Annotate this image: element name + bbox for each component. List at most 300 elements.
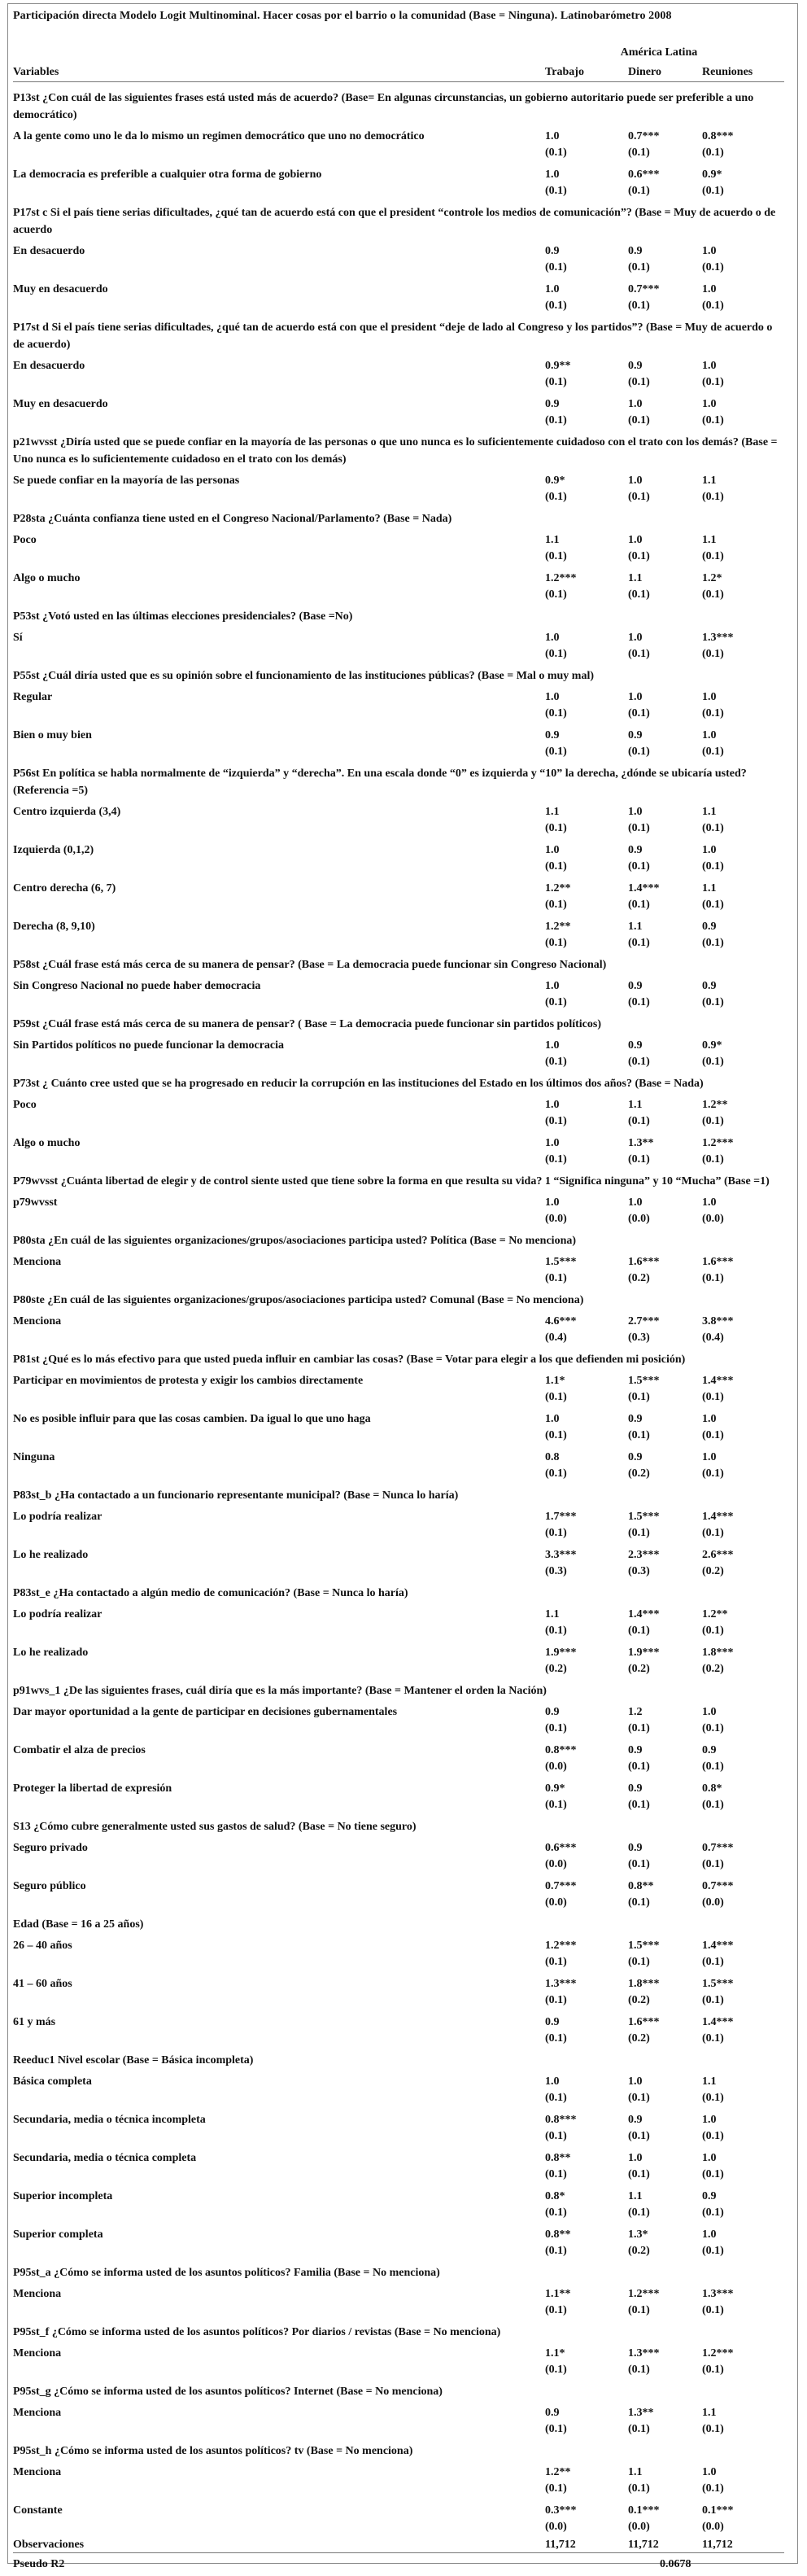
cell-dinero (628, 881, 693, 913)
table-row (13, 1407, 784, 1445)
standard-error: (0.1) (702, 2206, 724, 2219)
cell-dinero (628, 2150, 693, 2183)
standard-error: (0.1) (702, 1858, 724, 1870)
coefficient-value: 1.2*** (702, 2347, 734, 2360)
section-title: P13st ¿Con cuál de las siguientes frases está usted más de acuerdo? (Base= En algunas circunstancias, un gobierno autoritario puede ser preferible a uno democrático) (13, 92, 754, 121)
row-label: Sin Partidos políticos no puede funcionar la democracia (13, 1039, 285, 1052)
standard-error: (0.1) (702, 300, 724, 312)
cell-dinero (628, 1097, 693, 1130)
standard-error: (0.1) (628, 491, 650, 503)
cell-trabajo (545, 1135, 610, 1168)
standard-error: (0.1) (628, 300, 650, 312)
pseudo-r2-row (13, 2556, 784, 2576)
cell-dinero (628, 919, 693, 951)
standard-error: (0.1) (702, 996, 724, 1008)
coefficient-value: 1.0 (702, 245, 717, 257)
cell-trabajo (545, 243, 610, 276)
row-label: Algo o mucho (13, 1137, 81, 1149)
coefficient-value: 0.9 (702, 2190, 717, 2202)
standard-error: (0.0) (628, 2521, 650, 2533)
coefficient-value: 1.1 (545, 806, 560, 818)
table-row (13, 566, 784, 605)
coefficient-value: 2.6*** (702, 1549, 734, 1561)
cell-trabajo (545, 804, 610, 837)
standard-error: (0.0) (545, 2521, 567, 2533)
cell-dinero (628, 1135, 693, 1168)
section-title: P17st d Si el país tiene serias dificultades, ¿qué tan de acuerdo está con que el president “deje de lado al Congreso y los partidos”? (Base = Muy de acuerdo o de acuerdo) (13, 321, 773, 351)
table-row (13, 1369, 784, 1407)
coefficient-value: 1.2*** (628, 2288, 660, 2300)
table-row (13, 1972, 784, 2010)
cell-trabajo (545, 2464, 610, 2497)
table-row (13, 1934, 784, 1972)
coefficient-value: 1.0 (702, 1196, 717, 1209)
cell-reuniones (702, 1607, 767, 1639)
coefficient-value: 1.0 (545, 1137, 560, 1149)
row-label: Constante (13, 2504, 63, 2517)
cell-reuniones (702, 1547, 767, 1580)
cell-dinero (628, 571, 693, 603)
coefficient-value: 0.9 (702, 1744, 717, 1756)
cell-dinero (628, 2227, 693, 2259)
cell-reuniones (702, 919, 767, 951)
variable-section (13, 1292, 784, 1348)
cell-trabajo (545, 396, 610, 429)
cell-trabajo (545, 571, 610, 603)
coefficient-value: 1.3** (628, 1137, 654, 1149)
cell-reuniones (702, 1038, 767, 1070)
coefficient-value: 1.1 (702, 2075, 717, 2088)
cell-dinero (628, 1743, 693, 1775)
standard-error: (0.1) (628, 2364, 650, 2376)
cell-reuniones (702, 1645, 767, 1677)
section-title: P95st_g ¿Cómo se informa usted de los asuntos políticos? Internet (Base = No menciona) (13, 2386, 443, 2398)
coefficient-value: 1.3*** (702, 2288, 734, 2300)
cell-reuniones (702, 2286, 767, 2319)
standard-error: (0.1) (545, 899, 567, 911)
row-label: Menciona (13, 2466, 62, 2478)
coefficient-value: 1.5*** (702, 1978, 734, 1990)
coefficient-value: 1.2*** (545, 572, 577, 584)
standard-error: (0.1) (628, 1799, 650, 1811)
table-row (13, 626, 784, 664)
cell-trabajo (545, 2014, 610, 2047)
coefficient-value: 0.9 (628, 1842, 643, 1854)
row-label: Menciona (13, 1256, 62, 1268)
table-row (13, 1603, 784, 1641)
standard-error: (0.1) (628, 1527, 650, 1539)
cell-trabajo (545, 532, 610, 565)
coefficient-value: 1.5*** (628, 1511, 660, 1523)
cell-dinero (628, 2405, 693, 2438)
cell-reuniones (702, 2150, 767, 2183)
standard-error: (0.1) (628, 1391, 650, 1403)
row-label: Muy en desacuerdo (13, 398, 108, 410)
standard-error: (0.1) (702, 1272, 724, 1284)
cell-dinero (628, 1976, 693, 2009)
cell-trabajo (545, 2074, 610, 2106)
standard-error: (0.1) (545, 1625, 567, 1637)
standard-error: (0.1) (628, 707, 650, 719)
observations-value: 11,712 (545, 2539, 576, 2551)
cell-reuniones (702, 1195, 767, 1227)
variable-section (13, 2264, 784, 2320)
coefficient-value: 0.8** (545, 2152, 571, 2164)
standard-error: (0.1) (702, 1799, 724, 1811)
cell-dinero (628, 842, 693, 875)
coefficient-value: 1.4*** (702, 1940, 734, 1952)
pseudo-r2-label: Pseudo R2 (13, 2558, 65, 2570)
standard-error: (0.1) (702, 1625, 724, 1637)
coefficient-value: 1.3* (628, 2228, 648, 2241)
coefficient-value: 1.3*** (628, 2347, 660, 2360)
table-row (13, 1738, 784, 1777)
row-label: Básica completa (13, 2075, 92, 2088)
standard-error: (0.1) (702, 2092, 724, 2104)
cell-trabajo (545, 1704, 610, 1737)
cell-trabajo (545, 1607, 610, 1639)
row-label: Participar en movimientos de protesta y exigir los cambios directamente (13, 1375, 364, 1387)
coefficient-value: 0.9 (702, 980, 717, 992)
standard-error: (0.2) (628, 2245, 650, 2257)
standard-error: (0.1) (702, 491, 724, 503)
row-label: 41 – 60 años (13, 1978, 72, 1990)
row-label: 26 – 40 años (13, 1940, 72, 1952)
row-label: A la gente como uno le da lo mismo un regimen democrático que uno no democrático (13, 130, 425, 142)
table-row (13, 278, 784, 316)
variable-section (13, 510, 784, 605)
cell-trabajo (545, 2112, 610, 2145)
row-label: Izquierda (0,1,2) (13, 844, 94, 856)
coefficient-value: 1.1 (702, 806, 717, 818)
standard-error: (0.1) (545, 2364, 567, 2376)
coefficient-value: 0.8** (628, 1880, 654, 1892)
table-row (13, 2146, 784, 2185)
coefficient-value: 1.1 (702, 882, 717, 894)
variable-section (13, 1585, 784, 1679)
cell-reuniones (702, 1450, 767, 1482)
standard-error: (0.1) (628, 1115, 650, 1127)
standard-error: (0.1) (545, 261, 567, 273)
coefficient-value: 0.9 (545, 245, 560, 257)
standard-error: (0.1) (628, 414, 650, 426)
cell-dinero (628, 804, 693, 837)
table-row (13, 125, 784, 163)
coefficient-value: 1.8*** (702, 1647, 734, 1659)
table-row (13, 838, 784, 877)
section-title: P80sta ¿En cuál de las siguientes organizaciones/grupos/asociaciones participa usted? Política (Base = No menciona) (13, 1235, 577, 1247)
coefficient-value: 1.4*** (702, 2016, 734, 2028)
column-header-variables: Variables (13, 66, 59, 78)
section-title: P79wvsst ¿Cuánta libertad de elegir y de control siente usted que tiene sobre la forma en que resulta su vida? 1 “Significa ninguna” y 10 “Mucha” (Base =1) (13, 1175, 770, 1187)
row-label: Poco (13, 1099, 37, 1111)
coefficient-value: 1.2** (545, 921, 571, 933)
coefficient-value: 1.4*** (628, 1608, 660, 1620)
standard-error: (0.1) (545, 1391, 567, 1403)
cell-dinero (628, 282, 693, 314)
row-label: p79wvsst (13, 1196, 58, 1209)
cell-dinero (628, 978, 693, 1011)
standard-error: (0.1) (545, 2245, 567, 2257)
variable-section (13, 2383, 784, 2439)
section-title: P56st En política se habla normalmente de “izquierda” y “derecha”. En una escala donde “0” es izquierda y “10” la derecha, ¿dónde se ubicaría usted? (Referencia =5) (13, 768, 747, 797)
cell-dinero (628, 532, 693, 565)
cell-dinero (628, 1314, 693, 1346)
cell-trabajo (545, 1097, 610, 1130)
cell-reuniones (702, 129, 767, 161)
coefficient-value: 0.9 (545, 729, 560, 741)
coefficient-value: 1.0 (628, 806, 643, 818)
cell-reuniones (702, 804, 767, 837)
row-label: 61 y más (13, 2016, 56, 2028)
table-row (13, 1093, 784, 1131)
section-title: P95st_f ¿Cómo se informa usted de los asuntos políticos? Por diarios / revistas (Base = No menciona) (13, 2326, 501, 2338)
coefficient-value: 0.8*** (545, 1744, 577, 1756)
cell-reuniones (702, 1976, 767, 2009)
standard-error: (0.1) (545, 376, 567, 388)
table-row (13, 1777, 784, 1815)
coefficient-value: 0.8*** (545, 2114, 577, 2126)
cell-dinero (628, 1781, 693, 1813)
standard-error: (0.1) (702, 2364, 724, 2376)
standard-error: (0.1) (628, 1625, 650, 1637)
standard-error: (0.1) (702, 185, 724, 197)
cell-dinero (628, 2286, 693, 2319)
standard-error: (0.1) (628, 746, 650, 758)
standard-error: (0.1) (702, 2423, 724, 2435)
cell-reuniones (702, 728, 767, 760)
coefficient-value: 1.0 (628, 2075, 643, 2088)
coefficient-value: 1.0 (545, 2075, 560, 2088)
coefficient-value: 1.2*** (702, 1137, 734, 1149)
standard-error: (0.4) (702, 1332, 724, 1344)
standard-error: (0.1) (628, 261, 650, 273)
cell-reuniones (702, 167, 767, 199)
cell-reuniones (702, 2189, 767, 2221)
standard-error: (0.1) (545, 1429, 567, 1441)
cell-dinero (628, 1547, 693, 1580)
standard-error: (0.2) (702, 1565, 724, 1577)
cell-reuniones (702, 2503, 767, 2535)
cell-trabajo (545, 1195, 610, 1227)
coefficient-value: 1.0 (702, 1413, 717, 1425)
standard-error: (0.1) (702, 648, 724, 660)
section-title: P95st_a ¿Cómo se informa usted de los asuntos políticos? Familia (Base = No menciona) (13, 2267, 440, 2279)
cell-dinero (628, 728, 693, 760)
cell-trabajo (545, 2189, 610, 2221)
coefficient-value: 1.0 (545, 1099, 560, 1111)
cell-dinero (628, 1704, 693, 1737)
standard-error: (0.1) (545, 1115, 567, 1127)
coefficient-value: 2.3*** (628, 1549, 660, 1561)
table-row (13, 1543, 784, 1581)
coefficient-value: 1.4*** (702, 1375, 734, 1387)
standard-error: (0.1) (545, 822, 567, 834)
table-row (13, 2185, 784, 2223)
cell-reuniones (702, 1254, 767, 1287)
cell-trabajo (545, 2503, 610, 2535)
observations-row (13, 2537, 784, 2556)
variable-section (13, 667, 784, 762)
coefficient-value: 1.0 (628, 632, 643, 644)
coefficient-value: 1.0 (545, 844, 560, 856)
standard-error: (0.0) (545, 1896, 567, 1909)
cell-reuniones (702, 881, 767, 913)
standard-error: (0.1) (545, 414, 567, 426)
coefficient-value: 1.0 (545, 1413, 560, 1425)
cell-trabajo (545, 919, 610, 951)
variable-section (13, 319, 784, 431)
row-label: Centro derecha (6, 7) (13, 882, 116, 894)
table-row (13, 1191, 784, 1229)
row-label: Lo he realizado (13, 1549, 89, 1561)
coefficient-value: 1.0 (545, 691, 560, 703)
row-label: Superior completa (13, 2228, 103, 2241)
section-title: Reeduc1 Nivel escolar (Base = Básica incompleta) (13, 2054, 254, 2066)
standard-error: (0.1) (702, 2032, 724, 2045)
table-row (13, 392, 784, 431)
section-title: P80ste ¿En cuál de las siguientes organizaciones/grupos/asociaciones participa usted? Comunal (Base = No menciona) (13, 1294, 584, 1306)
table-row (13, 915, 784, 953)
variable-section (13, 1682, 784, 1815)
coefficient-value: 0.9 (628, 360, 643, 372)
table-row (13, 2499, 784, 2537)
section-title: P53st ¿Votó usted en las últimas elecciones presidenciales? (Base =No) (13, 610, 353, 623)
section-title: P73st ¿ Cuánto cree usted que se ha progresado en reducir la corrupción en las instituciones del Estado en los últimos dos años? (Base = Nada) (13, 1078, 704, 1090)
cell-reuniones (702, 571, 767, 603)
standard-error: (0.1) (628, 2130, 650, 2142)
standard-error: (0.4) (545, 1332, 567, 1344)
cell-trabajo (545, 473, 610, 505)
coefficient-value: 1.0 (545, 1039, 560, 1052)
standard-error: (0.2) (702, 1663, 724, 1675)
standard-error: (0.1) (702, 1722, 724, 1734)
variable-section (13, 204, 784, 316)
standard-error: (0.1) (702, 588, 724, 601)
coefficient-value: 1.0 (628, 2152, 643, 2164)
standard-error: (0.1) (545, 996, 567, 1008)
bottom-rule (13, 2552, 784, 2553)
cell-dinero (628, 2189, 693, 2221)
coefficient-value: 4.6*** (545, 1315, 577, 1327)
coefficient-value: 0.8 (545, 1451, 560, 1463)
standard-error: (0.2) (628, 1467, 650, 1480)
cell-trabajo (545, 282, 610, 314)
row-label: Lo podría realizar (13, 1608, 103, 1620)
coefficient-value: 0.1*** (702, 2504, 734, 2517)
coefficient-value: 0.7*** (545, 1880, 577, 1892)
standard-error: (0.1) (545, 2423, 567, 2435)
coefficient-value: 1.1 (628, 2466, 643, 2478)
section-title: p21wvsst ¿Diría usted que se puede confiar en la mayoría de las personas o que uno nunca es lo suficientemente cuidadoso con el trato con los demás? (Base = Uno nunca es lo suficientemente cuidadoso en el trato con los demás) (13, 436, 778, 466)
standard-error: (0.2) (628, 1994, 650, 2006)
cell-reuniones (702, 1509, 767, 1542)
section-title: P55st ¿Cuál diría usted que es su opinión sobre el funcionamiento de las instituciones públicas? (Base = Mal o muy mal) (13, 670, 595, 682)
coefficient-value: 1.2** (702, 1608, 728, 1620)
cell-reuniones (702, 473, 767, 505)
cell-dinero (628, 2014, 693, 2047)
coefficient-value: 1.7*** (545, 1511, 577, 1523)
coefficient-value: 1.0 (702, 844, 717, 856)
cell-dinero (628, 689, 693, 722)
cell-trabajo (545, 1645, 610, 1677)
coefficient-value: 1.0 (702, 283, 717, 295)
standard-error: (0.0) (702, 1213, 724, 1225)
row-label: Poco (13, 534, 37, 546)
table-row (13, 2342, 784, 2380)
column-header-dinero: Dinero (628, 66, 661, 78)
cell-dinero (628, 1607, 693, 1639)
coefficient-value: 1.2* (702, 572, 722, 584)
table-row (13, 1445, 784, 1484)
coefficient-value: 0.9 (628, 980, 643, 992)
table-row (13, 877, 784, 915)
standard-error: (0.3) (628, 1565, 650, 1577)
standard-error: (0.1) (628, 185, 650, 197)
cell-reuniones (702, 1135, 767, 1168)
standard-error: (0.1) (545, 185, 567, 197)
cell-reuniones (702, 358, 767, 391)
coefficient-value: 1.1 (628, 921, 643, 933)
cell-dinero (628, 2464, 693, 2497)
standard-error: (0.2) (545, 1663, 567, 1675)
cell-dinero (628, 2503, 693, 2535)
standard-error: (0.1) (545, 860, 567, 873)
standard-error: (0.1) (628, 376, 650, 388)
cell-reuniones (702, 1373, 767, 1406)
cell-trabajo (545, 129, 610, 161)
coefficient-value: 0.6*** (545, 1842, 577, 1854)
cell-dinero (628, 1195, 693, 1227)
standard-error: (0.1) (628, 899, 650, 911)
coefficient-value: 1.0 (702, 398, 717, 410)
standard-error: (0.1) (628, 1153, 650, 1166)
row-label: La democracia es preferible a cualquier otra forma de gobierno (13, 168, 322, 181)
coefficient-value: 1.0 (702, 691, 717, 703)
standard-error: (0.1) (628, 937, 650, 949)
cell-dinero (628, 2346, 693, 2378)
standard-error: (0.1) (545, 707, 567, 719)
cell-trabajo (545, 1373, 610, 1406)
standard-error: (0.1) (545, 1722, 567, 1734)
standard-error: (0.1) (702, 550, 724, 562)
table-row (13, 724, 784, 762)
cell-trabajo (545, 1038, 610, 1070)
standard-error: (0.1) (545, 300, 567, 312)
standard-error: (0.1) (545, 1153, 567, 1166)
coefficient-value: 0.9 (628, 245, 643, 257)
standard-error: (0.1) (702, 2245, 724, 2257)
coefficient-value: 1.0 (628, 1196, 643, 1209)
standard-error: (0.1) (628, 996, 650, 1008)
row-label: Combatir el alza de precios (13, 1744, 146, 1756)
coefficient-value: 0.1*** (628, 2504, 660, 2517)
standard-error: (0.1) (545, 491, 567, 503)
cell-trabajo (545, 358, 610, 391)
row-label: Secundaria, media o técnica completa (13, 2152, 197, 2164)
standard-error: (0.1) (702, 1760, 724, 1773)
cell-trabajo (545, 2286, 610, 2319)
coefficient-value: 0.9 (628, 1782, 643, 1795)
variable-section (13, 1173, 784, 1229)
variable-section (13, 1232, 784, 1288)
coefficient-value: 1.3*** (702, 632, 734, 644)
cell-dinero (628, 1509, 693, 1542)
cell-dinero (628, 473, 693, 505)
row-label: No es posible influir para que las cosas cambien. Da igual lo que uno haga (13, 1413, 371, 1425)
variable-section (13, 2324, 784, 2380)
observations-value: 11,712 (628, 2539, 659, 2551)
